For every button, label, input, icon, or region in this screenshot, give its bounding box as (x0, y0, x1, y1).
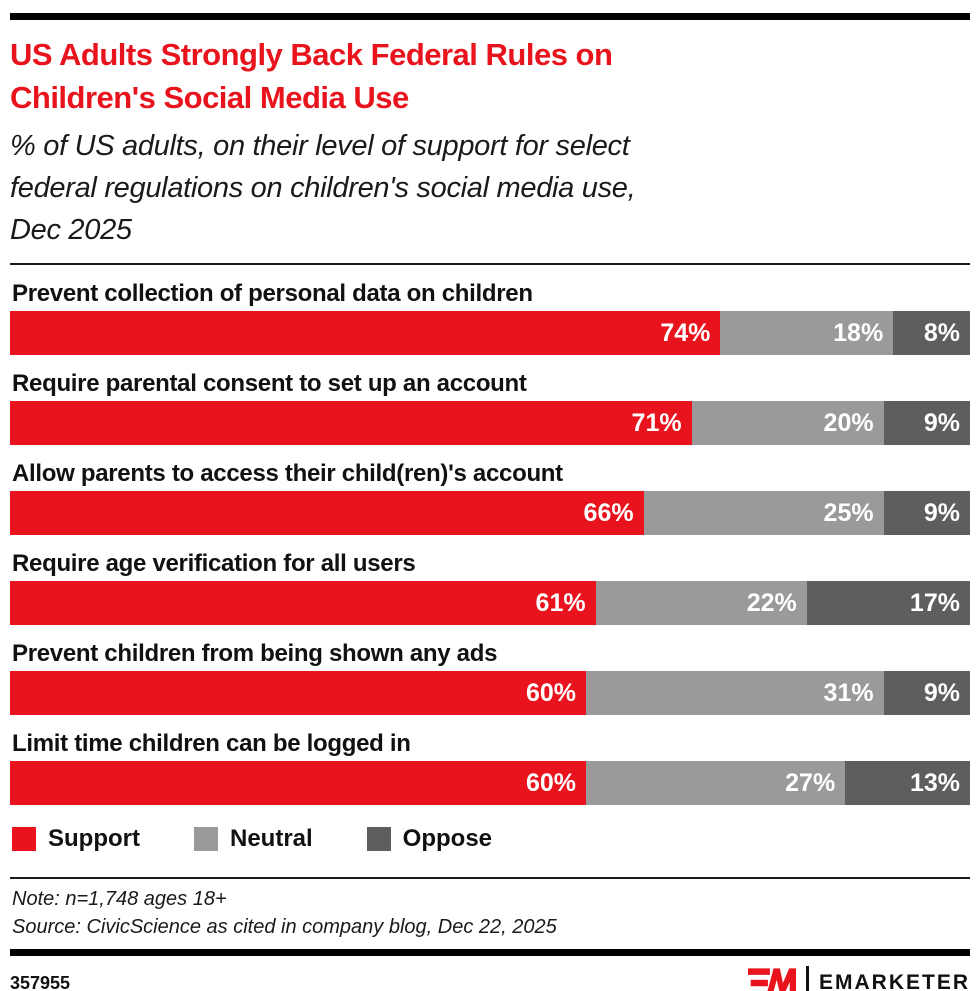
value-label: 22% (746, 588, 797, 617)
header-rule (10, 263, 970, 265)
value-label: 25% (823, 498, 874, 527)
bottom-rule (10, 949, 970, 956)
legend-label: Neutral (229, 825, 313, 852)
value-label: 60% (525, 768, 576, 797)
value-label: 9% (923, 498, 960, 527)
legend (12, 825, 970, 853)
legend-item-neutral (194, 825, 313, 853)
bar-segment-oppose (893, 311, 970, 355)
chart-title (10, 33, 970, 119)
bar-segment-neutral (586, 671, 884, 715)
em-monogram-icon (748, 967, 796, 991)
chart-row (10, 729, 970, 805)
footnotes (10, 885, 970, 941)
note-text: Note: n=1,748 ages 18+ (12, 888, 227, 910)
bar-segment-neutral (720, 311, 893, 355)
value-label: 74% (660, 318, 711, 347)
bar-segment-support (10, 491, 644, 535)
value-label: 66% (583, 498, 634, 527)
bar-segment-oppose (845, 761, 970, 805)
legend-item-oppose (367, 825, 492, 853)
source-text: Source: CivicScience as cited in company blog, Dec 22, 2025 (12, 916, 557, 938)
value-label: 17% (909, 588, 960, 617)
bar-segment-support (10, 761, 586, 805)
bar-segment-neutral (586, 761, 845, 805)
category-label: Prevent children from being shown any ads (12, 640, 498, 667)
stacked-bar (10, 491, 970, 535)
chart-id: 357955 (10, 972, 71, 991)
legend-label: Oppose (402, 825, 493, 852)
value-label: 18% (833, 318, 884, 347)
stacked-bar (10, 671, 970, 715)
chart-row (10, 369, 970, 445)
chart-subtitle (10, 125, 970, 251)
bar-segment-neutral (692, 401, 884, 445)
bar-segment-neutral (644, 491, 884, 535)
stacked-bar (10, 581, 970, 625)
legend-swatch-neutral (194, 827, 218, 851)
stacked-bar (10, 311, 970, 355)
value-label: 13% (909, 768, 960, 797)
value-label: 8% (923, 318, 960, 347)
brand-name: EMARKETER (818, 971, 970, 991)
chart-row (10, 459, 970, 535)
stacked-bar (10, 761, 970, 805)
chart-subtitle-line-1: % of US adults, on their level of support for select (10, 130, 630, 162)
bar-segment-neutral (596, 581, 807, 625)
legend-label: Support (48, 825, 140, 852)
category-label: Limit time children can be logged in (12, 730, 411, 757)
value-label: 9% (923, 408, 960, 437)
bar-segment-support (10, 671, 586, 715)
bar-segment-support (10, 401, 692, 445)
footer (10, 966, 970, 991)
bar-segment-oppose (807, 581, 970, 625)
legend-swatch-oppose (367, 827, 391, 851)
bar-segment-oppose (884, 401, 970, 445)
bar-segment-support (10, 581, 596, 625)
chart-subtitle-line-2: federal regulations on children's social media use, (10, 172, 636, 204)
chart-title-line-2: Children's Social Media Use (10, 80, 409, 115)
em-monogram-m (766, 968, 796, 991)
footnote-rule (10, 877, 970, 879)
category-label: Allow parents to access their child(ren)'s account (12, 460, 563, 487)
chart-title-line-1: US Adults Strongly Back Federal Rules on (10, 37, 613, 72)
legend-item-support (12, 825, 140, 853)
category-label: Require parental consent to set up an account (12, 370, 527, 397)
chart-row (10, 279, 970, 355)
value-label: 71% (631, 408, 682, 437)
legend-swatch-support (12, 827, 36, 851)
emarketer-logo (748, 966, 970, 991)
value-label: 27% (785, 768, 836, 797)
chart-subtitle-line-3: Dec 2025 (10, 214, 132, 246)
category-label: Prevent collection of personal data on children (12, 280, 533, 307)
value-label: 31% (823, 678, 874, 707)
chart-row (10, 549, 970, 625)
chart-row (10, 639, 970, 715)
stacked-bar (10, 401, 970, 445)
bar-segment-oppose (884, 491, 970, 535)
value-label: 9% (923, 678, 960, 707)
logo-divider (806, 966, 809, 991)
category-label: Require age verification for all users (12, 550, 416, 577)
bar-segment-support (10, 311, 720, 355)
value-label: 60% (525, 678, 576, 707)
bar-segment-oppose (884, 671, 970, 715)
bar-chart (10, 279, 970, 805)
value-label: 61% (535, 588, 586, 617)
top-rule (10, 13, 970, 20)
value-label: 20% (823, 408, 874, 437)
